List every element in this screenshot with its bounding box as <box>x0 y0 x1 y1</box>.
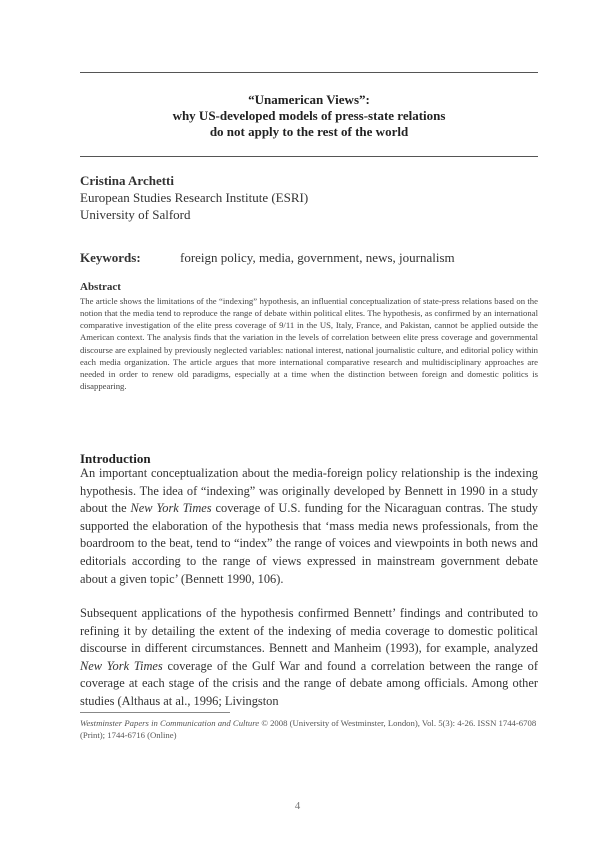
footnote-text: © 2008 (University of Westminster, London), Vol. 5(3): 4-26. ISSN 1744-6708 (Print); 1744-6716 (Online) <box>80 718 537 740</box>
page-number: 4 <box>294 800 301 812</box>
body-paragraph-2 <box>80 605 538 711</box>
introduction-heading: Introduction <box>80 451 151 466</box>
body-paragraph-1 <box>80 465 538 588</box>
abstract-heading: Abstract <box>80 281 121 293</box>
paragraph-2-italic: New York Times <box>80 658 163 673</box>
author-affiliation-2: University of Salford <box>80 207 191 222</box>
title-line-3: do not apply to the rest of the world <box>209 124 409 139</box>
author-block <box>80 172 538 223</box>
title-bottom-rule <box>80 156 538 157</box>
paragraph-2-text-a: Subsequent applications of the hypothesis confirmed Bennett’ findings and contributed to refining it by detailing the extent of the indexing of media coverage to domestic political discourse in different circumstances. Bennett and Manheim (1993), for example, analyzed <box>80 606 538 656</box>
top-rule <box>80 72 538 73</box>
paragraph-1-italic: New York Times <box>130 501 212 516</box>
footnote-rule <box>80 712 230 713</box>
keywords-label: Keywords: <box>80 250 141 265</box>
paragraph-2-text-b: coverage of the Gulf War and found a correlation between the range of coverage at each stage of the crisis and the range of debate among officials. Among other studies (Althaus at al., 1996; Livingston <box>80 658 538 708</box>
title-line-2: why US-developed models of press-state relations <box>172 108 446 123</box>
footnote-journal: Westminster Papers in Communication and Culture <box>80 718 260 728</box>
abstract-text: The article shows the limitations of the “indexing” hypothesis, an influential conceptualization of state-press relations based on the notion that the media tend to reproduce the range of debate within political elites. The hypothesis, as confirmed by an international comparative investigation of the elite press coverage of 9/11 in the US, Italy, France, and Pakistan, cannot be applied outside the American context. The analysis finds that the variation in the levels of correlation between elite press coverage and governmental discourse are explained by previously neglected variables: national interest, national journalistic culture, and editorial policy within each media organization. The article argues that more international comparative research and multidisciplinary approaches are needed in order to renew old paradigms, especially at a time when the distinction between foreign and domestic politics is disappearing. <box>80 296 538 392</box>
paragraph-1-text-a: An important conceptualization about the media-foreign policy relationship is the indexing hypothesis. The idea of “indexing” was originally developed by Bennett in 1990 in a study about the <box>80 466 538 516</box>
author-affiliation-1: European Studies Research Institute (ESRI) <box>80 190 309 205</box>
keywords-line <box>80 250 538 266</box>
paper-title <box>80 92 538 140</box>
keywords-values: foreign policy, media, government, news, journalism <box>180 250 455 265</box>
title-line-1: “Unamerican Views”: <box>248 92 370 107</box>
author-name: Cristina Archetti <box>80 173 174 188</box>
footnote <box>80 717 538 741</box>
paragraph-1-text-b: coverage of U.S. funding for the Nicaraguan contras. The study supported the elaboration of the hypothesis that ‘mass media news professionals, from the boardroom to the beat, tend to “index” the range of voices and viewpoints in both news and editorials according to the range of views expressed in mainstream government debate about a given topic’ (Bennett 1990, 106). <box>80 501 538 586</box>
